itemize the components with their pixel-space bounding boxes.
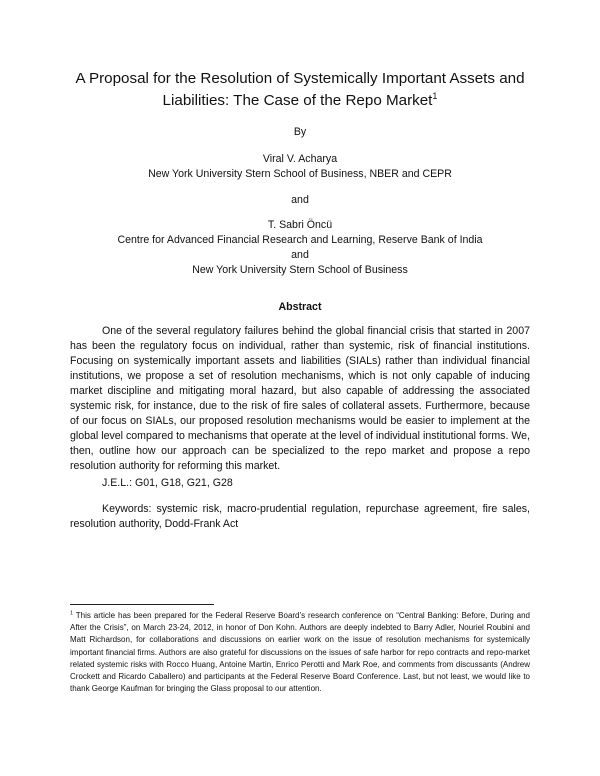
abstract-heading: Abstract: [278, 301, 322, 313]
author-1-name: Viral V. Acharya: [262, 153, 338, 165]
footnote-text: This article has been prepared for the Federal Reserve Board’s research conference on “Central Banking: Before, During and After the Crisis”, on March 23-24, 2012, in honor of Don Kohn. Authors are deeply indebted to Barry Adler, Nouriel Roubini and Matt Richardson, for collaborations and discussions on earlier work on the issue of resolution mechanisms for systemically important financial firms. Authors are also grateful for discussions on the issues of safe harbor for repo contracts and repo-market related systemic risks with Rocco Huang, Antoine Martin, Enrico Perotti and Mark Roe, and comments from discussants (Andrew Crockett and Ricardo Caballero) and participants at the Federal Reserve Board Conference. Last, but not least, we would like to thank George Kaufman for bringing the Glass proposal to our attention.: [70, 611, 530, 694]
footnote-divider: [70, 604, 214, 605]
author-2-affiliation-2: New York University Stern School of Business: [192, 264, 408, 276]
jel-codes: J.E.L.: G01, G18, G21, G28: [102, 477, 233, 489]
author-2-affiliation-and: and: [291, 249, 309, 261]
keywords: Keywords: systemic risk, macro-prudential regulation, repurchase agreement, fire sales, resolution authority, Dodd-Frank Act: [70, 503, 530, 530]
footnote: [70, 610, 530, 695]
author-conjunction: and: [291, 194, 309, 206]
title-footnote-marker: 1: [432, 90, 438, 101]
paper-title: [60, 68, 540, 112]
footnote-marker: 1: [70, 610, 74, 617]
author-2-name: T. Sabri Öncü: [267, 219, 333, 231]
author-2-affiliation: Centre for Advanced Financial Research and Learning, Reserve Bank of India: [117, 234, 483, 246]
abstract-text: One of the several regulatory failures behind the global financial crisis that started in 2007 has been the regulatory focus on individual, rather than systemic, risk of financial institutions. Focusing on systemically important assets and liabilities (SIALs) rather than individual financial institutions, we propose a set of resolution mechanisms, which is not only capable of inducing market discipline and mitigating moral hazard, but also capable of addressing the associated systemic risk, for instance, due to the risk of fire sales of collateral assets. Furthermore, because of our focus on SIALs, our proposed resolution mechanisms would be easier to implement at the global level compared to mechanisms that operate at the level of individual institutional forms. We, then, outline how our approach can be specialized to the repo market and propose a repo resolution authority for reforming this market.: [70, 325, 530, 472]
author-1-affiliation: New York University Stern School of Business, NBER and CEPR: [148, 168, 452, 180]
paper-title-text: A Proposal for the Resolution of Systemically Important Assets and Liabilities: The Case of the Repo Market: [75, 70, 525, 109]
byline: By: [293, 126, 307, 138]
